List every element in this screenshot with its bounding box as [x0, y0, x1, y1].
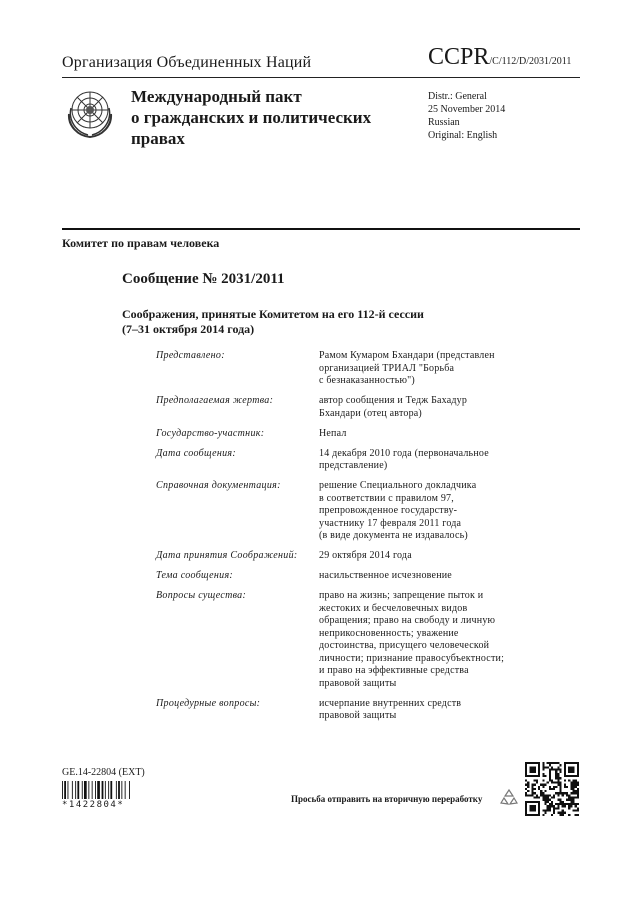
field-value	[319, 395, 534, 420]
document-symbol	[428, 44, 571, 71]
title-line: о гражданских и политических	[131, 108, 372, 127]
communication-title: Сообщение № 2031/2011	[122, 271, 285, 287]
field-value	[319, 480, 534, 543]
field-label: Предполагаемая жертва:	[156, 395, 274, 406]
field-value-line: 14 декабря 2010 года (первоначальное	[319, 447, 489, 459]
field-value-line: и право на эффективные средства	[319, 665, 469, 676]
field-value	[319, 428, 534, 441]
field-value-line: автор сообщения и Тедж Бахадур	[319, 395, 468, 406]
field-value-line: (в виде документа не издавалось)	[319, 530, 468, 541]
field-label: Представлено:	[156, 350, 225, 361]
document-title	[131, 86, 371, 149]
field-value-line: правовой защиты	[319, 677, 397, 689]
distr-original: Original: English	[428, 130, 498, 141]
views-line: Соображения, принятые Комитетом на его 112-й сессии	[122, 307, 424, 321]
field-label: Процедурные вопросы:	[156, 697, 261, 709]
field-value-line: правовой защиты	[319, 710, 397, 721]
field-value-line: неприкосновенность; уважение	[319, 627, 459, 639]
field-value-line: Непал	[319, 427, 347, 439]
field-value-line: исчерпание внутренних средств	[319, 697, 462, 709]
field-value-line: Бхандари (отец автора)	[319, 407, 422, 419]
field-value-line: препровожденное государству-	[319, 505, 458, 516]
field-value-line: с безнаказанностью")	[319, 375, 415, 386]
title-rule	[62, 228, 580, 230]
field-value-line: представление)	[319, 460, 388, 471]
distribution-info	[428, 90, 505, 142]
qr-code-icon	[525, 762, 579, 816]
field-value	[319, 350, 534, 388]
distr-line: Distr.: General	[428, 91, 487, 102]
field-value-line: личности; признание правосубъектности;	[319, 652, 505, 664]
field-label: Справочная документация:	[156, 480, 281, 491]
field-value	[319, 570, 534, 583]
header-rule	[62, 77, 580, 78]
field-label: Вопросы существа:	[156, 590, 247, 601]
recycle-notice: Просьба отправить на вторичную переработку	[291, 794, 483, 804]
views-heading	[122, 307, 424, 337]
field-value-line: обращения; право на свободу и личную	[319, 615, 496, 626]
field-value-line: право на жизнь; запрещение пыток и	[319, 590, 484, 601]
recycle-icon	[500, 788, 518, 806]
field-value	[319, 698, 534, 723]
ge-code: GE.14-22804 (EXT)	[62, 767, 145, 778]
field-value	[319, 550, 534, 563]
field-value-line: в соответствии с правилом 97,	[319, 492, 454, 504]
field-value	[319, 590, 534, 690]
views-dates: (7–31 октября 2014 года)	[122, 322, 255, 336]
organization-name: Организация Объединенных Наций	[62, 54, 312, 71]
field-value	[319, 448, 534, 473]
distr-date: 25 November 2014	[428, 104, 506, 115]
barcode-icon	[62, 781, 154, 799]
field-value-line: жестоких и бесчеловечных видов	[319, 602, 468, 614]
field-value-line: насильственное исчезновение	[319, 570, 452, 581]
field-value-line: 29 октября 2014 года	[319, 550, 412, 561]
field-value-line: участнику 17 февраля 2011 года	[319, 517, 462, 529]
title-line: Международный пакт	[131, 87, 302, 106]
field-label: Дата сообщения:	[156, 447, 236, 459]
field-label: Тема сообщения:	[156, 570, 234, 581]
field-value-line: решение Специального докладчика	[319, 480, 477, 491]
un-emblem-icon	[62, 84, 118, 140]
field-label: Государство-участник:	[156, 427, 265, 439]
committee-name: Комитет по правам человека	[62, 236, 220, 250]
field-label: Дата принятия Соображений:	[156, 550, 298, 561]
field-value-line: достоинства, присущего человеческой	[319, 640, 490, 651]
title-line: правах	[131, 129, 185, 148]
field-value-line: Рамом Кумаром Бхандари (представлен	[319, 350, 495, 361]
barcode-number: *1422804*	[62, 800, 125, 810]
document-symbol-number: /C/112/D/2031/2011	[489, 56, 572, 67]
document-symbol-main: CCPR	[428, 44, 490, 70]
distr-language: Russian	[428, 117, 460, 128]
field-value-line: организацией ТРИАЛ "Борьба	[319, 362, 455, 374]
